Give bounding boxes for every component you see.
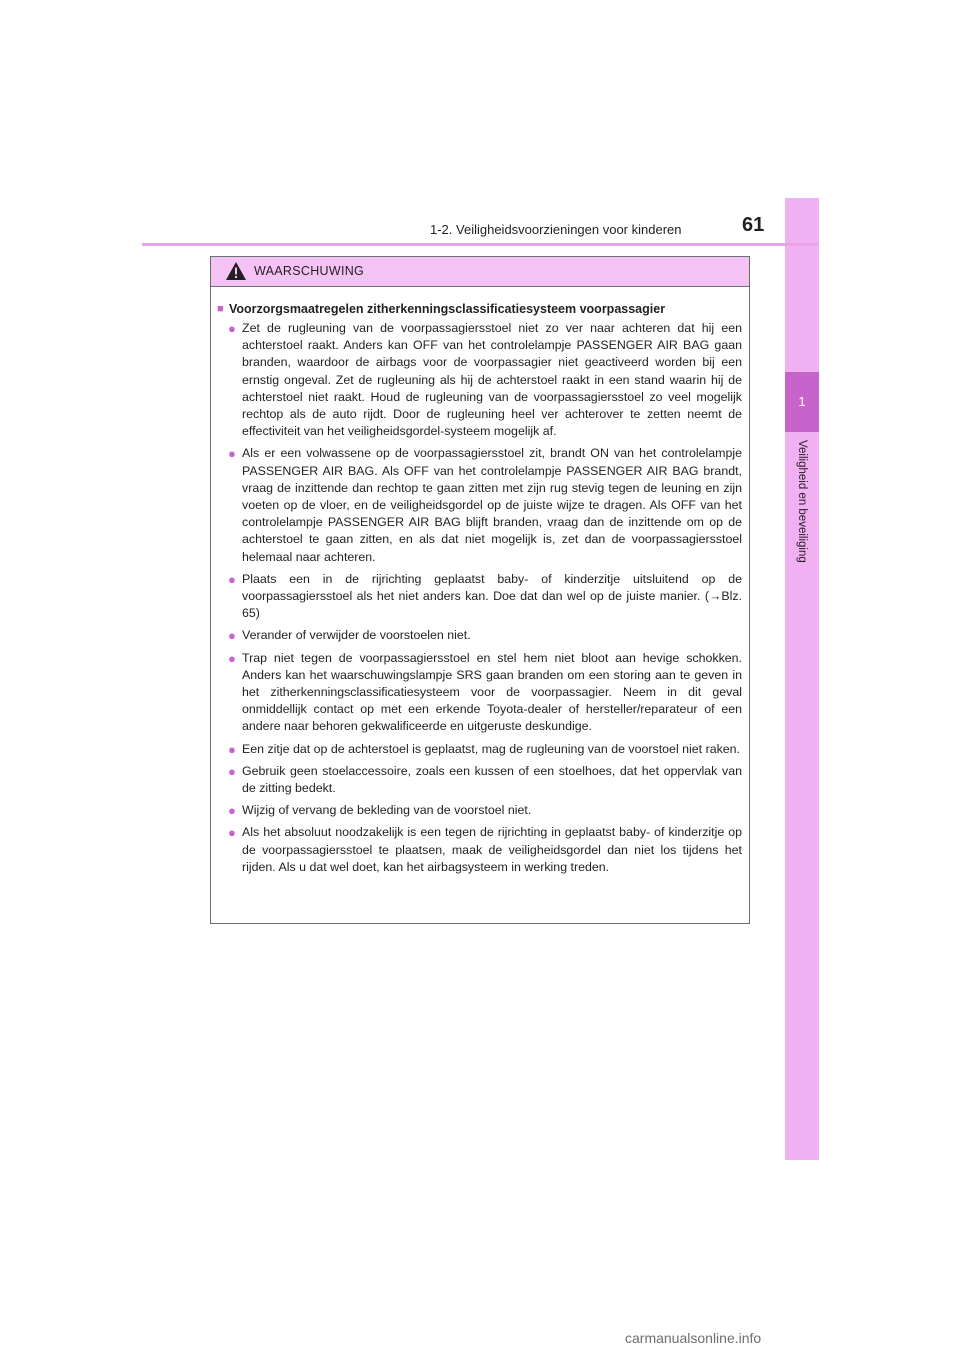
- list-item-text: Zet de rugleuning van de voorpassagiersstoel niet zo ver naar achteren dat hij een achterstoel raakt. Anders kan OFF van het controlelampje PASSENGER AIR BAG gaan branden, waardoor de airbags voor de voorpassagier niet geactiveerd worden bij een ernstig ongeval. Zet de rugleuning als hij de achterstoel raakt in een stand waarin hij de achterstoel niet raakt. Houd de rugleuning van de voorpassagiersstoel zo veel mogelijk rechtop als de auto rijdt. Door de rugleuning heel ver achterover te zetten neemt de effectiviteit van het veiligheidsgordel-systeem mogelijk af.: [242, 321, 742, 439]
- circle-bullet-icon: ●: [228, 571, 236, 587]
- list-item-text: Gebruik geen stoelaccessoire, zoals een kussen of een stoelhoes, dat het oppervlak van de zitting bedekt.: [242, 763, 742, 796]
- chapter-title-text: Veiligheid en beveiliging: [796, 440, 808, 563]
- watermark: carmanualsonline.info: [625, 1330, 762, 1346]
- warning-box: [210, 256, 750, 924]
- list-item: [217, 763, 742, 797]
- circle-bullet-icon: ●: [228, 741, 236, 757]
- list-item: [217, 741, 742, 758]
- list-item: [217, 445, 742, 565]
- circle-bullet-icon: ●: [228, 650, 236, 666]
- header-divider: [142, 243, 818, 246]
- list-item-text: Wijzig of vervang de bekleding van de voorstoel niet.: [242, 803, 532, 818]
- square-bullet-icon: ■: [217, 303, 224, 315]
- warning-header: [211, 257, 749, 287]
- list-item-text: Verander of verwijder de voorstoelen niet.: [242, 628, 471, 643]
- list-item: [217, 627, 742, 644]
- warning-body: [211, 287, 749, 876]
- side-tab: [785, 198, 819, 1160]
- circle-bullet-icon: ●: [228, 628, 236, 644]
- circle-bullet-icon: ●: [228, 446, 236, 462]
- list-item: [217, 802, 742, 819]
- list-item-text: Als er een volwassene op de voorpassagiersstoel zit, brandt ON van het controlelampje PASSENGER AIR BAG. Als OFF van het controlelampje PASSENGER AIR BAG brandt, vraag de inzittende dan rechtop te gaan zitten met zijn rug stevig tegen de leuning en zijn voeten op de vloer, en de veiligheidsgordel op de juiste wijze te dragen. Als OFF van het controlelampje PASSENGER AIR BAG blijft branden, vraag dan de inzittende om op de achterstoel te gaan zitten, en als dat niet mogelijk is, zet dan de voorpassagiersstoel helemaal naar achteren.: [242, 446, 742, 564]
- circle-bullet-icon: ●: [228, 803, 236, 819]
- list-item-text: Trap niet tegen de voorpassagiersstoel en stel hem niet bloot aan hevige schokken. Anders kan het waarschuwingslampje SRS gaan branden om een storing aan te geven in het zitherkenningsclassificatiesysteem voor de voorpassagier. Neem in dit geval onmiddellijk contact op met een erkende Toyota-dealer of hersteller/reparateur of een andere naar behoren gekwalificeerde en uitgeruste deskundige.: [242, 650, 742, 734]
- list-item: [217, 650, 742, 736]
- list-item: [217, 320, 742, 440]
- circle-bullet-icon: ●: [228, 825, 236, 841]
- chapter-number: 1: [785, 372, 819, 432]
- section-title: [217, 300, 742, 318]
- warning-triangle-icon: [225, 261, 247, 281]
- circle-bullet-icon: ●: [228, 763, 236, 779]
- list-item: [217, 571, 742, 623]
- list-item-text: Als het absoluut noodzakelijk is een tegen de rijrichting in geplaatst baby- of kinderzitje op de voorpassagiersstoel te plaatsen, maak de veiligheidsgordel dan niet los tijdens het rijden. Als u dat wel doet, kan het airbagsysteem in werking treden.: [242, 825, 742, 874]
- list-item: [217, 824, 742, 876]
- circle-bullet-icon: ●: [228, 321, 236, 336]
- warning-list: [217, 320, 742, 876]
- list-item-text: Een zitje dat op de achterstoel is geplaatst, mag de rugleuning van de voorstoel niet raken.: [242, 741, 741, 756]
- list-item-text: Plaats een in de rijrichting geplaatst baby- of kinderzitje uitsluitend op de voorpassagiersstoel als het niet anders kan. Doe dat dan wel op de juiste manier. (→Blz. 65): [242, 571, 742, 621]
- section-title-text: Voorzorgsmaatregelen zitherkenningsclassificatiesysteem voorpassagier: [229, 302, 666, 316]
- running-header: 1-2. Veiligheidsvoorzieningen voor kinderen: [430, 222, 682, 237]
- warning-label: WAARSCHUWING: [254, 264, 365, 278]
- page-number: 61: [742, 214, 765, 236]
